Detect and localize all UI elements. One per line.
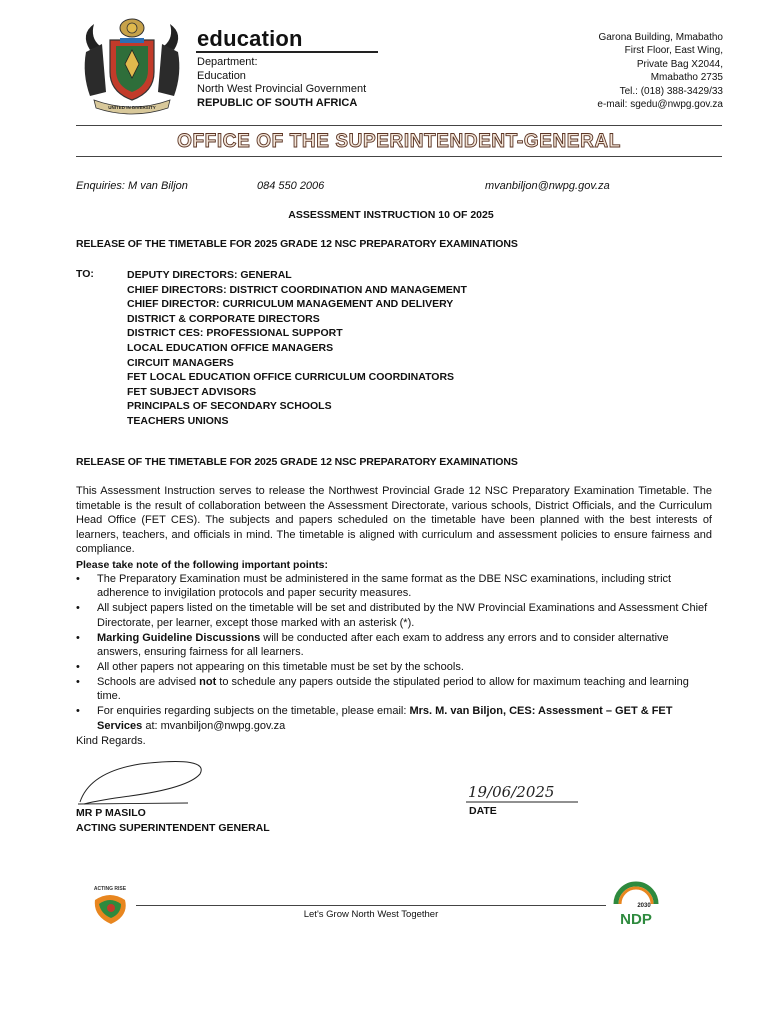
dept-line-2: Education [197, 69, 246, 82]
footer-rule [136, 905, 606, 906]
enquiries-phone: 084 550 2006 [257, 180, 325, 192]
recipient-item: CIRCUIT MANAGERS [127, 356, 234, 369]
left-logo-text: ACTING RISE [93, 886, 127, 892]
signatory-title: ACTING SUPERINTENDENT GENERAL [76, 822, 270, 834]
recipients-list [127, 268, 467, 429]
banner-top-rule [76, 125, 722, 126]
list-item [76, 601, 714, 630]
recipient-item: PRINCIPALS OF SECONDARY SCHOOLS [127, 400, 332, 413]
recipient-item: TEACHERS UNIONS [127, 414, 229, 427]
to-label: TO: [76, 268, 94, 280]
date-label: DATE [469, 805, 497, 817]
point-text: at: mvanbiljon@nwpg.gov.za [142, 719, 286, 732]
letterhead-rule [196, 51, 378, 53]
office-banner: OFFICE OF THE SUPERINTENDENT-GENERAL [177, 131, 621, 152]
subject-heading: RELEASE OF THE TIMETABLE FOR 2025 GRADE 12 NSC PREPARATORY EXAMINATIONS [76, 238, 518, 250]
points-heading: Please take note of the following important points: [76, 559, 329, 571]
recipient-item: CHIEF DIRECTOR: CURRICULUM MANAGEMENT AND DELIVERY [127, 298, 454, 311]
banner-bottom-rule [76, 156, 722, 157]
intro-paragraph: This Assessment Instruction serves to release the Northwest Provincial Grade 12 NSC Preparatory Examination Timetable. The timetable is the result of collaboration between the Assessment Directorate, various schools, District Officials, and the Curriculum Head Office (FET CES). The subjects and papers scheduled on the timetable have been planned with the best interests of learners, teachers, and officials in mind. The timetable is aligned with curriculum and assessment policies to ensure fairness and compliance. [76, 485, 712, 556]
point-text: For enquiries regarding subjects on the timetable, please email: [97, 705, 410, 718]
recipient-item: FET SUBJECT ADVISORS [127, 385, 257, 398]
list-item [76, 572, 714, 601]
address-line-2: First Floor, East Wing, [624, 45, 723, 57]
address-line-1: Garona Building, Mmabatho [598, 32, 723, 43]
subject-heading-repeat: RELEASE OF THE TIMETABLE FOR 2025 GRADE 12 NSC PREPARATORY EXAMINATIONS [76, 456, 518, 468]
signatory-name: MR P MASILO [76, 807, 146, 819]
acting-rise-logo [85, 882, 135, 928]
recipient-item: DISTRICT & CORPORATE DIRECTORS [127, 312, 320, 325]
coat-of-arms-logo [76, 14, 188, 118]
recipient-item: DEPUTY DIRECTORS: GENERAL [127, 269, 292, 281]
address-line-5: Tel.: (018) 388-3429/33 [619, 85, 723, 97]
signature-mark [70, 752, 220, 812]
points-list [76, 572, 714, 733]
recipient-item: DISTRICT CES: PROFESSIONAL SUPPORT [127, 327, 343, 340]
recipient-item: LOCAL EDUCATION OFFICE MANAGERS [127, 341, 334, 354]
point-bold-text: Marking Guideline Discussions [97, 631, 261, 644]
enquiries-email: mvanbiljon@nwpg.gov.za [485, 180, 610, 192]
letterhead-department [197, 56, 366, 110]
dept-line-1: Department: [197, 56, 258, 68]
point-text: All other papers not appearing on this timetable must be set by the schools. [97, 660, 464, 673]
dept-line-3: North West Provincial Government [197, 83, 367, 96]
point-text: to schedule any papers outside the stipulated period to allow for maximum teaching and learning time. [97, 675, 689, 703]
point-bold-text: Mrs. M. van Biljon, CES: Assessment – GET & FET Services [97, 705, 673, 732]
closing-text: Kind Regards. [76, 735, 146, 747]
address-line-3: Private Bag X2044, [636, 58, 723, 70]
enquiries-name: Enquiries: M van Biljon [76, 180, 188, 192]
dept-line-4: REPUBLIC OF SOUTH AFRICA [197, 96, 358, 109]
instruction-title: ASSESSMENT INSTRUCTION 10 OF 2025 [288, 209, 494, 221]
ndp-year: 2030 [637, 903, 651, 909]
list-item [76, 704, 714, 733]
list-item [76, 660, 714, 674]
recipient-item: CHIEF DIRECTORS: DISTRICT COORDINATION AND MANAGEMENT [127, 283, 467, 296]
point-text: All subject papers listed on the timetable will be set and distributed by the NW Provincial Examinations and Assessment Chief Directorate, per learner, except those marked with an asterisk (*). [97, 602, 708, 629]
footer-slogan: Let's Grow North West Together [303, 909, 439, 920]
point-text: The Preparatory Examination must be administered in the same format as the DBE NSC examinations, including strict adherence to invigilation protocols and paper security measures. [97, 573, 672, 600]
list-item [76, 631, 714, 660]
ndp-2030-logo [608, 880, 664, 928]
address-line-6: e-mail: sgedu@nwpg.gov.za [597, 99, 723, 111]
recipient-item: FET LOCAL EDUCATION OFFICE CURRICULUM COORDINATORS [127, 371, 455, 384]
crest-motto: UNITED IN DIVERSITY [108, 105, 156, 110]
list-item [76, 675, 714, 704]
letterhead-address [597, 31, 723, 111]
point-text: Schools are advised [97, 675, 200, 688]
address-line-4: Mmabatho 2735 [650, 72, 723, 84]
point-text: will be conducted after each exam to address any errors and to consider alternative answers, ensuring fairness for all learners. [97, 631, 669, 659]
handwritten-date [462, 773, 582, 809]
ndp-text: NDP [620, 911, 652, 928]
point-bold-text: not [199, 675, 217, 688]
handwritten-date-text: 19/06/2025 [468, 783, 555, 801]
letterhead-title: education [197, 26, 303, 51]
